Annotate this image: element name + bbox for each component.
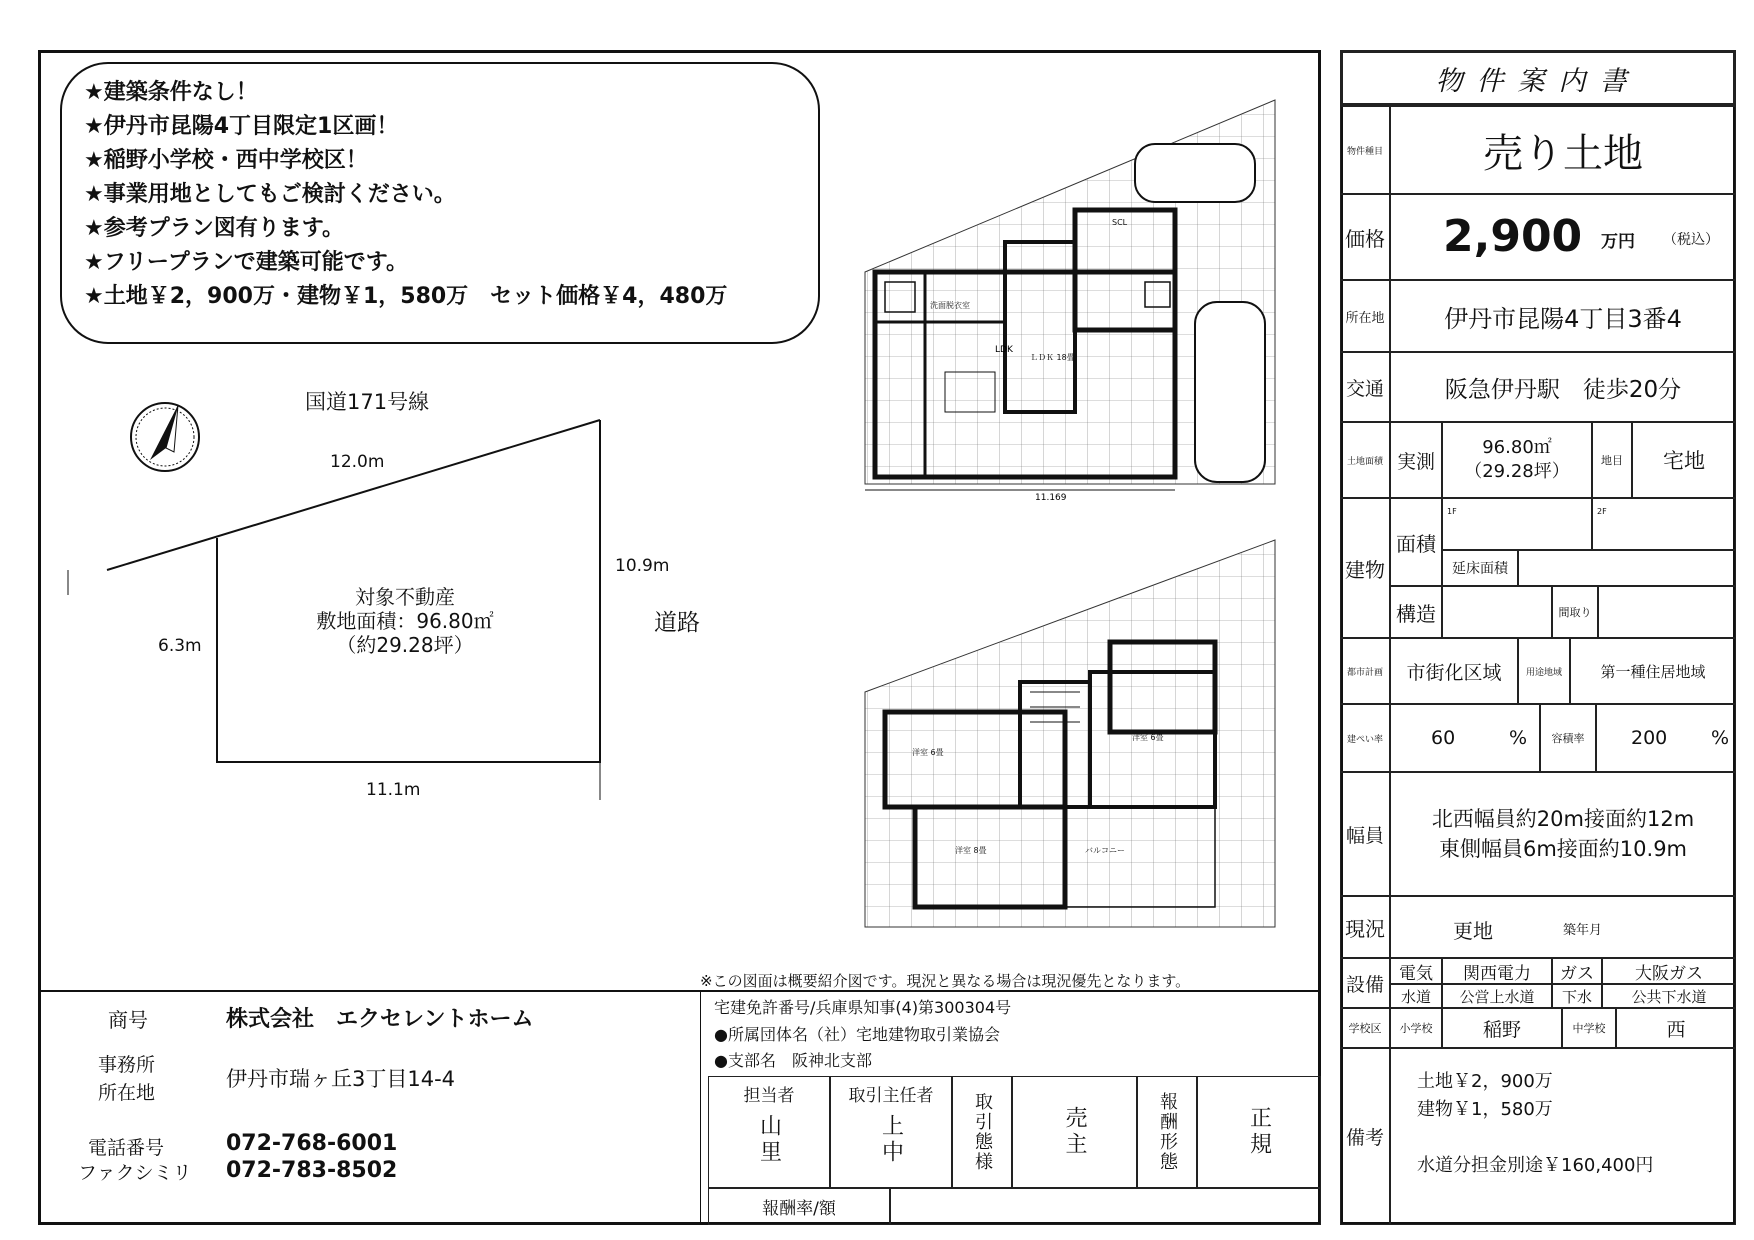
building-label: 建物 (1345, 557, 1385, 582)
elec-value: 関西電力 (1463, 963, 1531, 984)
price-tax: （税込） (1663, 232, 1719, 248)
layout-label-cell (1552, 586, 1598, 638)
remarks-label-cell (1340, 1048, 1390, 1225)
land-area-label-cell (1340, 422, 1390, 498)
f2-room3: 洋室 8畳 (955, 846, 987, 855)
layout-label: 間取り (1558, 606, 1592, 619)
menseki-label: 面積 (1396, 531, 1436, 556)
road-label: 幅員 (1345, 824, 1384, 847)
type-value: 売り土地 (1483, 130, 1643, 177)
gas-label: ガス (1560, 963, 1594, 984)
junior-label-cell (1562, 1008, 1616, 1048)
water-label-cell (1390, 984, 1442, 1008)
dim-right: 10.9m (615, 556, 670, 576)
shunin-label: 取引主任者 (848, 1086, 934, 1106)
zoning-label-cell (1518, 638, 1570, 704)
price-value: 2,900 (1443, 211, 1583, 262)
remarks-value-cell (1390, 1048, 1736, 1225)
floor2-label: 2F (1597, 507, 1607, 516)
lot-info (290, 585, 520, 657)
rate-value-cell (890, 1188, 1321, 1225)
north-compass-icon (131, 403, 199, 471)
road-line-2: 東側幅員6m接面約10.9m (1438, 837, 1688, 861)
road-value-cell (1390, 772, 1736, 896)
road-east-label: 道路 (654, 610, 700, 636)
land-measured-cell (1390, 422, 1442, 498)
equip-label: 設備 (1345, 973, 1384, 996)
torihiki-value: 売主 (1062, 1106, 1087, 1158)
highlight-item: ★土地￥2，900万・建物￥1，580万 セット価格￥4，480万 (84, 284, 728, 309)
school-label-cell (1340, 1008, 1390, 1048)
chimoku-value-cell (1632, 422, 1736, 498)
built-label: 築年月 (1563, 923, 1603, 938)
city-plan-label-cell (1340, 638, 1390, 704)
f2-balcony: バルコニー (1085, 846, 1125, 855)
structure-label-cell (1390, 586, 1442, 638)
location-value-cell (1390, 280, 1736, 352)
land-area-tsubo: （29.28坪） (1464, 461, 1570, 482)
zoning-value: 第一種住居地域 (1600, 662, 1706, 681)
sewer-value-cell (1602, 984, 1736, 1008)
coverage-label-cell (1340, 704, 1390, 772)
remarks-line-3: 水道分担金別途￥160,400円 (1417, 1155, 1654, 1176)
far-value: 200 (1631, 727, 1668, 749)
status-value: 更地 (1453, 919, 1493, 943)
zoning-value-cell (1570, 638, 1736, 704)
transport-label-cell (1340, 352, 1390, 422)
structure-value-cell (1442, 586, 1552, 638)
road-label-cell (1340, 772, 1390, 896)
elem-value-cell (1442, 1008, 1562, 1048)
sewer-label-cell (1552, 984, 1602, 1008)
city-plan-value: 市街化区域 (1406, 661, 1502, 684)
status-label: 現況 (1345, 916, 1385, 941)
chimoku-label-cell (1592, 422, 1632, 498)
rate-label: 報酬率/額 (762, 1199, 836, 1219)
shunin-name: 上中 (878, 1114, 904, 1166)
torihiki-label-cell (952, 1076, 1012, 1188)
office-label-1: 事務所 (98, 1054, 156, 1076)
trade-name-label: 商号 (108, 1008, 148, 1032)
elec-value-cell (1442, 958, 1552, 984)
building-label-cell (1340, 498, 1390, 638)
houshu-label-cell (1137, 1076, 1197, 1188)
junior-label: 中学校 (1572, 1022, 1606, 1035)
floor-plan-2f (845, 532, 1285, 932)
floor1-label: 1F (1447, 507, 1457, 516)
far-unit: % (1711, 727, 1730, 749)
tantou-label: 担当者 (743, 1086, 795, 1106)
total-floor-label-cell (1442, 550, 1518, 586)
transport-value-cell (1390, 352, 1736, 422)
tantou-cell (708, 1076, 830, 1188)
city-plan-label: 都市計画 (1346, 667, 1383, 678)
highlight-item: ★参考プラン図有ります。 (84, 216, 344, 241)
license-number: 宅建免許番号/兵庫県知事(4)第300304号 (714, 998, 1012, 1017)
torihiki-value-cell (1012, 1076, 1137, 1188)
city-plan-value-cell (1390, 638, 1518, 704)
remarks-line-2: 建物￥1，580万 (1417, 1099, 1553, 1120)
sewer-label: 下水 (1561, 987, 1592, 1006)
association: ●所属団体名（社）宅地建物取引業協会 (714, 1025, 1000, 1044)
lot-tsubo: （約29.28坪） (336, 633, 474, 657)
highlight-item: ★建築条件なし！ (84, 80, 258, 105)
total-floor-label: 延床面積 (1452, 561, 1508, 577)
dim-top: 12.0m (330, 452, 385, 472)
office-label-2: 所在地 (98, 1082, 156, 1104)
floor2-cell (1592, 498, 1736, 550)
land-area-value-cell (1442, 422, 1592, 498)
rate-label-cell (708, 1188, 890, 1225)
elem-label-cell (1390, 1008, 1442, 1048)
water-value: 公営上水道 (1459, 987, 1535, 1006)
lot-area: 敷地面積：96.80㎡ (316, 609, 494, 633)
chimoku-value: 宅地 (1663, 449, 1705, 473)
elem-label: 小学校 (1399, 1022, 1433, 1035)
office-address: 伊丹市瑞ヶ丘3丁目14-4 (226, 1067, 456, 1091)
water-label: 水道 (1400, 987, 1431, 1006)
torihiki-label: 取引態様 (972, 1092, 993, 1172)
f1-wic: SCL (1112, 218, 1128, 227)
svg-text:11.169: 11.169 (1035, 493, 1067, 503)
transport-label: 交通 (1345, 377, 1384, 400)
tantou-name: 山里 (756, 1114, 782, 1166)
location-label-cell (1340, 280, 1390, 352)
elem-value: 稲野 (1482, 1018, 1521, 1041)
status-value-cell (1390, 896, 1736, 958)
branch: ●支部名 阪神北支部 (714, 1051, 872, 1070)
lot-title: 対象不動産 (355, 585, 455, 609)
price-value-cell (1390, 194, 1736, 280)
layout-value-cell (1598, 586, 1736, 638)
zoning-label: 用途地域 (1525, 667, 1562, 678)
f1-bath: 洗面脱衣室 (930, 301, 970, 310)
company-vdivider (700, 990, 701, 1225)
gas-value-cell (1602, 958, 1736, 984)
type-label-cell (1340, 106, 1390, 194)
coverage-unit: % (1509, 727, 1528, 749)
gas-value: 大阪ガス (1635, 963, 1703, 984)
f2-room2: 洋室 6畳 (1132, 733, 1164, 742)
fax-number: 072-783-8502 (226, 1158, 398, 1183)
far-label-cell (1540, 704, 1596, 772)
highlight-item: ★事業用地としてもご検討ください。 (84, 182, 456, 207)
coverage-value-cell (1390, 704, 1540, 772)
elec-label-cell (1390, 958, 1442, 984)
sheet-title: 物件案内書 (1435, 65, 1641, 97)
highlight-item: ★稲野小学校・西中学校区！ (84, 148, 368, 173)
equip-label-cell (1340, 958, 1390, 1008)
price-unit: 万円 (1601, 232, 1635, 252)
menseki-label-cell (1390, 498, 1442, 586)
company-divider (38, 990, 1321, 992)
transport-value: 阪急伊丹駅 徒歩20分 (1444, 376, 1682, 403)
fax-label: ファクシミリ (78, 1162, 192, 1184)
remarks-line-1: 土地￥2，900万 (1417, 1071, 1553, 1092)
f1-ldk-label: LDK (995, 345, 1013, 355)
land-area-m2: 96.80㎡ (1482, 437, 1552, 458)
sheet-title-cell (1340, 50, 1736, 106)
highlight-item: ★伊丹市昆陽4丁目限定1区画！ (84, 114, 399, 139)
type-label: 物件種目 (1346, 146, 1383, 157)
school-label: 学校区 (1348, 1022, 1382, 1035)
price-label: 価格 (1345, 226, 1385, 251)
land-measured-label: 実測 (1396, 450, 1435, 473)
far-label: 容積率 (1551, 732, 1585, 745)
road-line-1: 北西幅員約20m接面約12m (1431, 807, 1695, 831)
status-label-cell (1340, 896, 1390, 958)
location-value: 伊丹市昆陽4丁目3番4 (1444, 304, 1682, 333)
remarks-label: 備考 (1345, 1127, 1384, 1149)
phone-number: 072-768-6001 (226, 1131, 398, 1156)
total-floor-value-cell (1518, 550, 1736, 586)
highlight-item: ★フリープランで建築可能です。 (84, 250, 408, 275)
coverage-label: 建ぺい率 (1346, 734, 1383, 745)
houshu-value-cell (1197, 1076, 1321, 1188)
houshu-label: 報酬形態 (1157, 1092, 1178, 1172)
floor-plan-1f (845, 92, 1285, 504)
far-value-cell (1596, 704, 1736, 772)
junior-value: 西 (1666, 1018, 1686, 1041)
shunin-cell (830, 1076, 952, 1188)
junior-value-cell (1616, 1008, 1736, 1048)
location-label: 所在地 (1345, 310, 1385, 326)
f2-room1: 洋室 6畳 (912, 748, 944, 757)
highlights-box (60, 62, 820, 344)
f1-ldk: ＬＤＫ 18畳 (1030, 353, 1075, 362)
coverage-value: 60 (1431, 727, 1456, 749)
phone-label: 電話番号 (88, 1137, 165, 1159)
floor1-cell (1442, 498, 1592, 550)
chimoku-label: 地目 (1601, 454, 1623, 467)
type-value-cell (1390, 106, 1736, 194)
structure-label: 構造 (1396, 601, 1436, 626)
road-north-label: 国道171号線 (305, 390, 430, 414)
elec-label: 電気 (1399, 963, 1433, 984)
sewer-value: 公共下水道 (1631, 987, 1707, 1006)
price-label-cell (1340, 194, 1390, 280)
dim-left: 6.3m (158, 636, 202, 656)
disclaimer: ※この図面は概要紹介図です。現況と異なる場合は現況優先となります。 (700, 972, 1191, 990)
dim-bottom: 11.1m (366, 780, 421, 800)
water-value-cell (1442, 984, 1552, 1008)
houshu-value: 正規 (1246, 1106, 1272, 1158)
gas-label-cell (1552, 958, 1602, 984)
trade-name: 株式会社 エクセレントホーム (226, 1007, 534, 1032)
lot-boundary-top (107, 420, 600, 570)
land-area-label: 土地面積 (1346, 456, 1383, 467)
